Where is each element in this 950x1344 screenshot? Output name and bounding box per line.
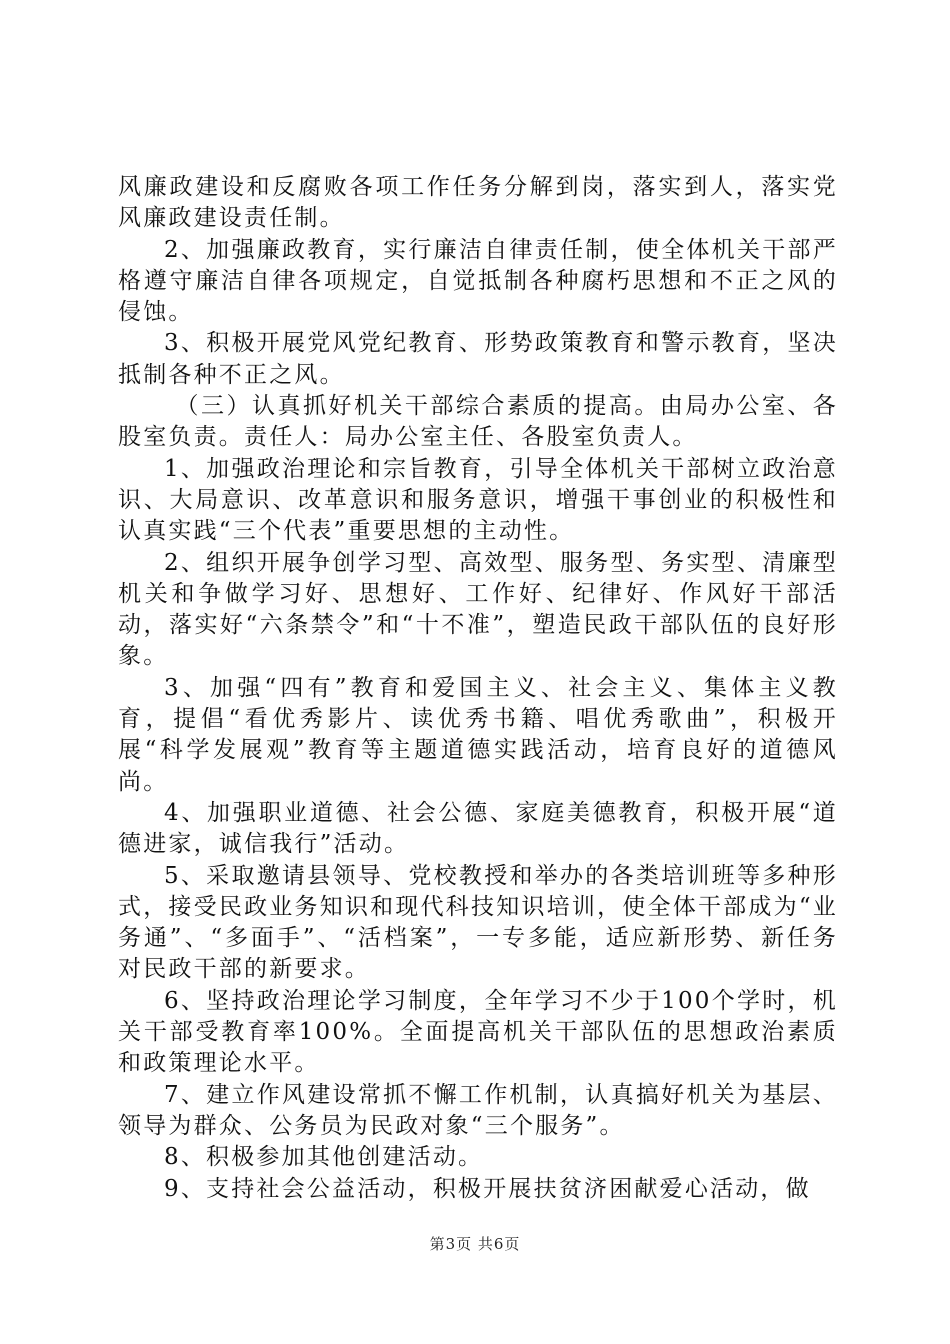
paragraph-item-3-party-discipline: 3、积极开展党风党纪教育、形势政策教育和警示教育，坚决抵制各种不正之风。 bbox=[118, 330, 838, 388]
paragraph-item-1-political-theory: 1、加强政治理论和宗旨教育，引导全体机关干部树立政治意识、大局意识、改革意识和服务意识，增强干事创业的积极性和认真实践“三个代表”重要思想的主动性。 bbox=[118, 455, 838, 545]
paragraph-item-2-integrity-education: 2、加强廉政教育，实行廉洁自律责任制，使全体机关干部严格遵守廉洁自律各项规定，自觉抵制各种腐朽思想和不正之风的侵蚀。 bbox=[118, 236, 838, 326]
paragraph-item-2-model-agency: 2、组织开展争创学习型、高效型、服务型、务实型、清廉型机关和争做学习好、思想好、工作好、纪律好、作风好干部活动，落实好“六条禁令”和“十不准”，塑造民政干部队伍的良好形象。 bbox=[118, 549, 838, 670]
paragraph-item-3-four-haves: 3、加强“四有”教育和爱国主义、社会主义、集体主义教育，提倡“看优秀影片、读优秀书籍、唱优秀歌曲”，积极开展“科学发展观”教育等主题道德实践活动，培育良好的道德风尚。 bbox=[118, 674, 838, 795]
page-number-footer: 第3页 共6页 bbox=[429, 1235, 521, 1253]
paragraph-item-4-morality: 4、加强职业道德、社会公德、家庭美德教育，积极开展“道德进家，诚信我行”活动。 bbox=[118, 799, 838, 858]
paragraph-item-8-other-activities: 8、积极参加其他创建活动。 bbox=[164, 1144, 484, 1171]
paragraph-continuation: 风廉政建设和反腐败各项工作任务分解到岗，落实到人，落实党风廉政建设责任制。 bbox=[118, 174, 838, 232]
section-heading-three: （三）认真抓好机关干部综合素质的提高。由局办公室、各股室负责。责任人：局办公室主任、各股室负责人。 bbox=[118, 393, 838, 451]
paragraph-item-9-public-welfare: 9、支持社会公益活动，积极开展扶贫济困献爱心活动，做 bbox=[164, 1175, 811, 1202]
paragraph-item-5-training: 5、采取邀请县领导、党校教授和举办的各类培训班等多种形式，接受民政业务知识和现代科技知识培训，使全体干部成为“业务通”、“多面手”、“活档案”，一专多能，适应新形势、新任务对民政干部的新要求。 bbox=[118, 862, 838, 983]
document-body bbox=[118, 172, 838, 1205]
paragraph-item-7-work-style: 7、建立作风建设常抓不懈工作机制，认真搞好机关为基层、领导为群众、公务员为民政对象“三个服务”。 bbox=[118, 1081, 838, 1139]
paragraph-item-6-study-system: 6、坚持政治理论学习制度，全年学习不少于100个学时，机关干部受教育率100%。全面提高机关干部队伍的思想政治素质和政策理论水平。 bbox=[118, 987, 838, 1077]
